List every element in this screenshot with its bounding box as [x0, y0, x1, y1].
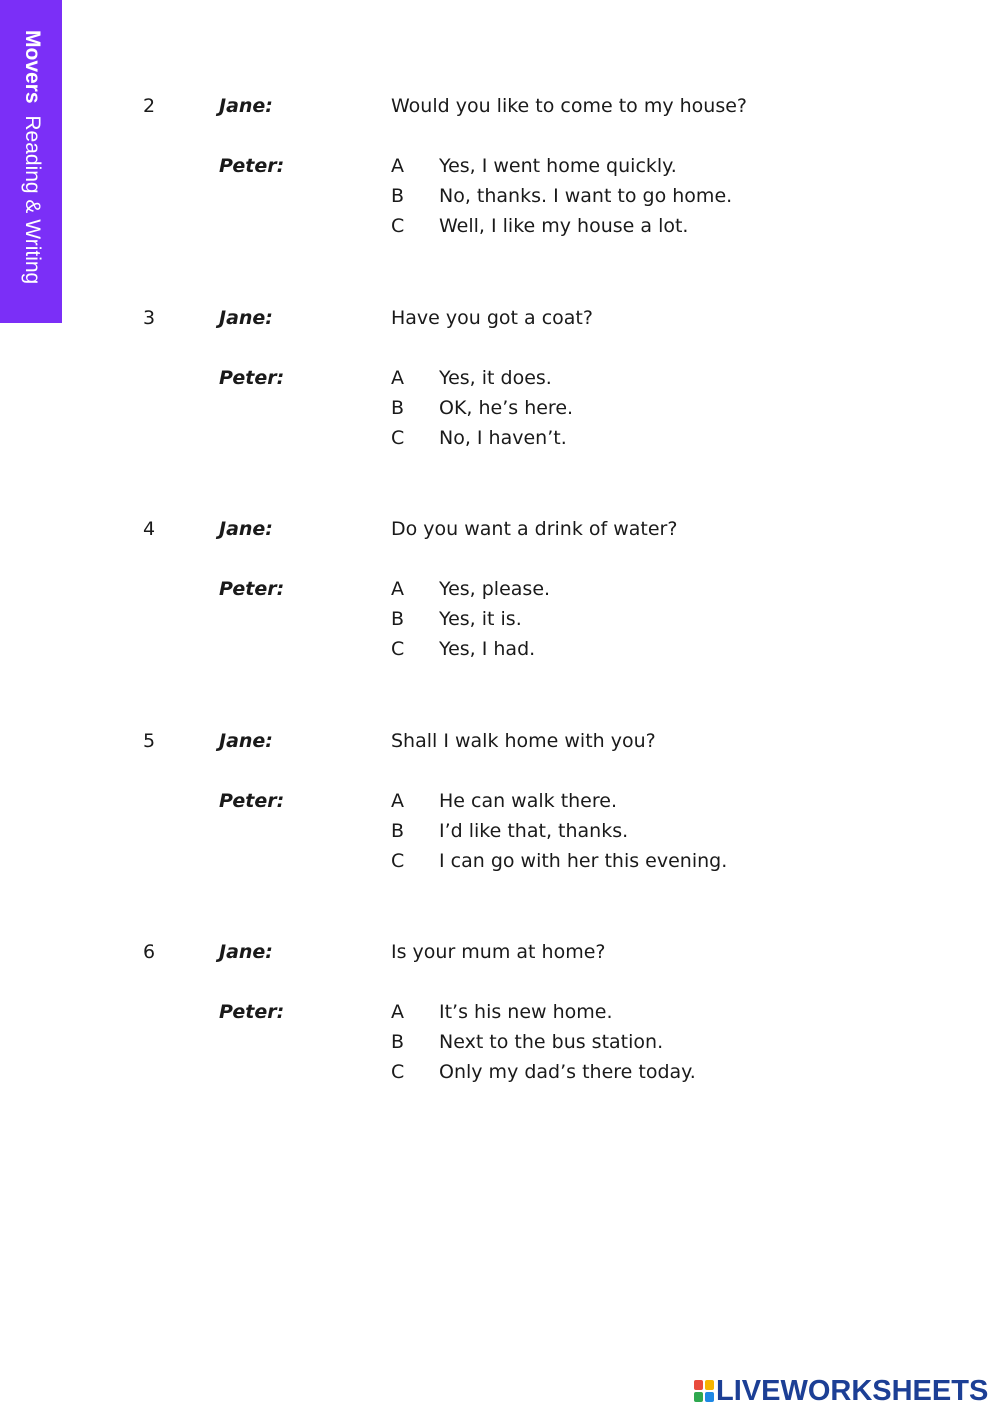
option-a[interactable]	[391, 154, 951, 178]
option-letter: C	[391, 1061, 405, 1083]
speaker-jane: Jane:	[219, 518, 273, 540]
question-number: 2	[143, 95, 156, 117]
option-letter: B	[391, 820, 405, 842]
liveworksheets-logo-icon	[694, 1380, 714, 1402]
option-text: OK, he’s here.	[439, 397, 574, 419]
option-letter: A	[391, 155, 404, 177]
level-label: Movers	[21, 30, 44, 104]
option-letter: C	[391, 850, 405, 872]
option-letter: B	[391, 397, 405, 419]
speaker-jane: Jane:	[219, 95, 273, 117]
question-number: 6	[143, 941, 156, 963]
option-letter: C	[391, 215, 405, 237]
question-prompt: Have you got a coat?	[391, 307, 593, 329]
option-b[interactable]	[391, 184, 951, 208]
paper-label: Reading & Writing	[21, 115, 44, 285]
speaker-peter: Peter:	[219, 1001, 285, 1023]
speaker-jane: Jane:	[219, 730, 273, 752]
option-b[interactable]	[391, 1030, 951, 1054]
option-letter: B	[391, 185, 405, 207]
option-letter: A	[391, 1001, 404, 1023]
speaker-peter: Peter:	[219, 367, 285, 389]
option-a[interactable]	[391, 366, 951, 390]
option-c[interactable]	[391, 1060, 951, 1084]
option-letter: C	[391, 638, 405, 660]
question-2	[0, 94, 1000, 294]
speaker-peter: Peter:	[219, 578, 285, 600]
option-text: No, I haven’t.	[439, 427, 567, 449]
speaker-peter: Peter:	[219, 790, 285, 812]
option-c[interactable]	[391, 214, 951, 238]
option-text: Yes, I went home quickly.	[439, 155, 677, 177]
option-letter: C	[391, 427, 405, 449]
option-text: It’s his new home.	[439, 1001, 613, 1023]
option-b[interactable]	[391, 396, 951, 420]
option-text: Yes, I had.	[439, 638, 536, 660]
option-c[interactable]	[391, 849, 951, 873]
question-prompt: Would you like to come to my house?	[391, 95, 747, 117]
option-letter: A	[391, 578, 404, 600]
question-number: 3	[143, 307, 156, 329]
question-prompt: Is your mum at home?	[391, 941, 606, 963]
speaker-peter: Peter:	[219, 155, 285, 177]
option-text: Yes, please.	[439, 578, 551, 600]
option-c[interactable]	[391, 426, 951, 450]
liveworksheets-brand[interactable]	[694, 1376, 988, 1406]
option-a[interactable]	[391, 1000, 951, 1024]
question-prompt: Do you want a drink of water?	[391, 518, 678, 540]
option-text: Only my dad’s there today.	[439, 1061, 696, 1083]
question-number: 5	[143, 730, 156, 752]
option-b[interactable]	[391, 819, 951, 843]
question-4	[0, 517, 1000, 717]
option-text: He can walk there.	[439, 790, 617, 812]
option-text: Yes, it does.	[439, 367, 552, 389]
option-text: I can go with her this evening.	[439, 850, 728, 872]
option-letter: A	[391, 790, 404, 812]
speaker-jane: Jane:	[219, 941, 273, 963]
option-text: Well, I like my house a lot.	[439, 215, 689, 237]
option-text: I’d like that, thanks.	[439, 820, 629, 842]
option-text: Next to the bus station.	[439, 1031, 664, 1053]
speaker-jane: Jane:	[219, 307, 273, 329]
option-b[interactable]	[391, 607, 951, 631]
option-a[interactable]	[391, 577, 951, 601]
question-prompt: Shall I walk home with you?	[391, 730, 656, 752]
question-6	[0, 940, 1000, 1140]
option-text: No, thanks. I want to go home.	[439, 185, 733, 207]
question-3	[0, 306, 1000, 506]
question-number: 4	[143, 518, 156, 540]
option-c[interactable]	[391, 637, 951, 661]
option-letter: A	[391, 367, 404, 389]
option-letter: B	[391, 1031, 405, 1053]
brand-name: LIVEWORKSHEETS	[716, 1375, 989, 1407]
option-text: Yes, it is.	[439, 608, 522, 630]
option-letter: B	[391, 608, 405, 630]
option-a[interactable]	[391, 789, 951, 813]
question-5	[0, 729, 1000, 929]
